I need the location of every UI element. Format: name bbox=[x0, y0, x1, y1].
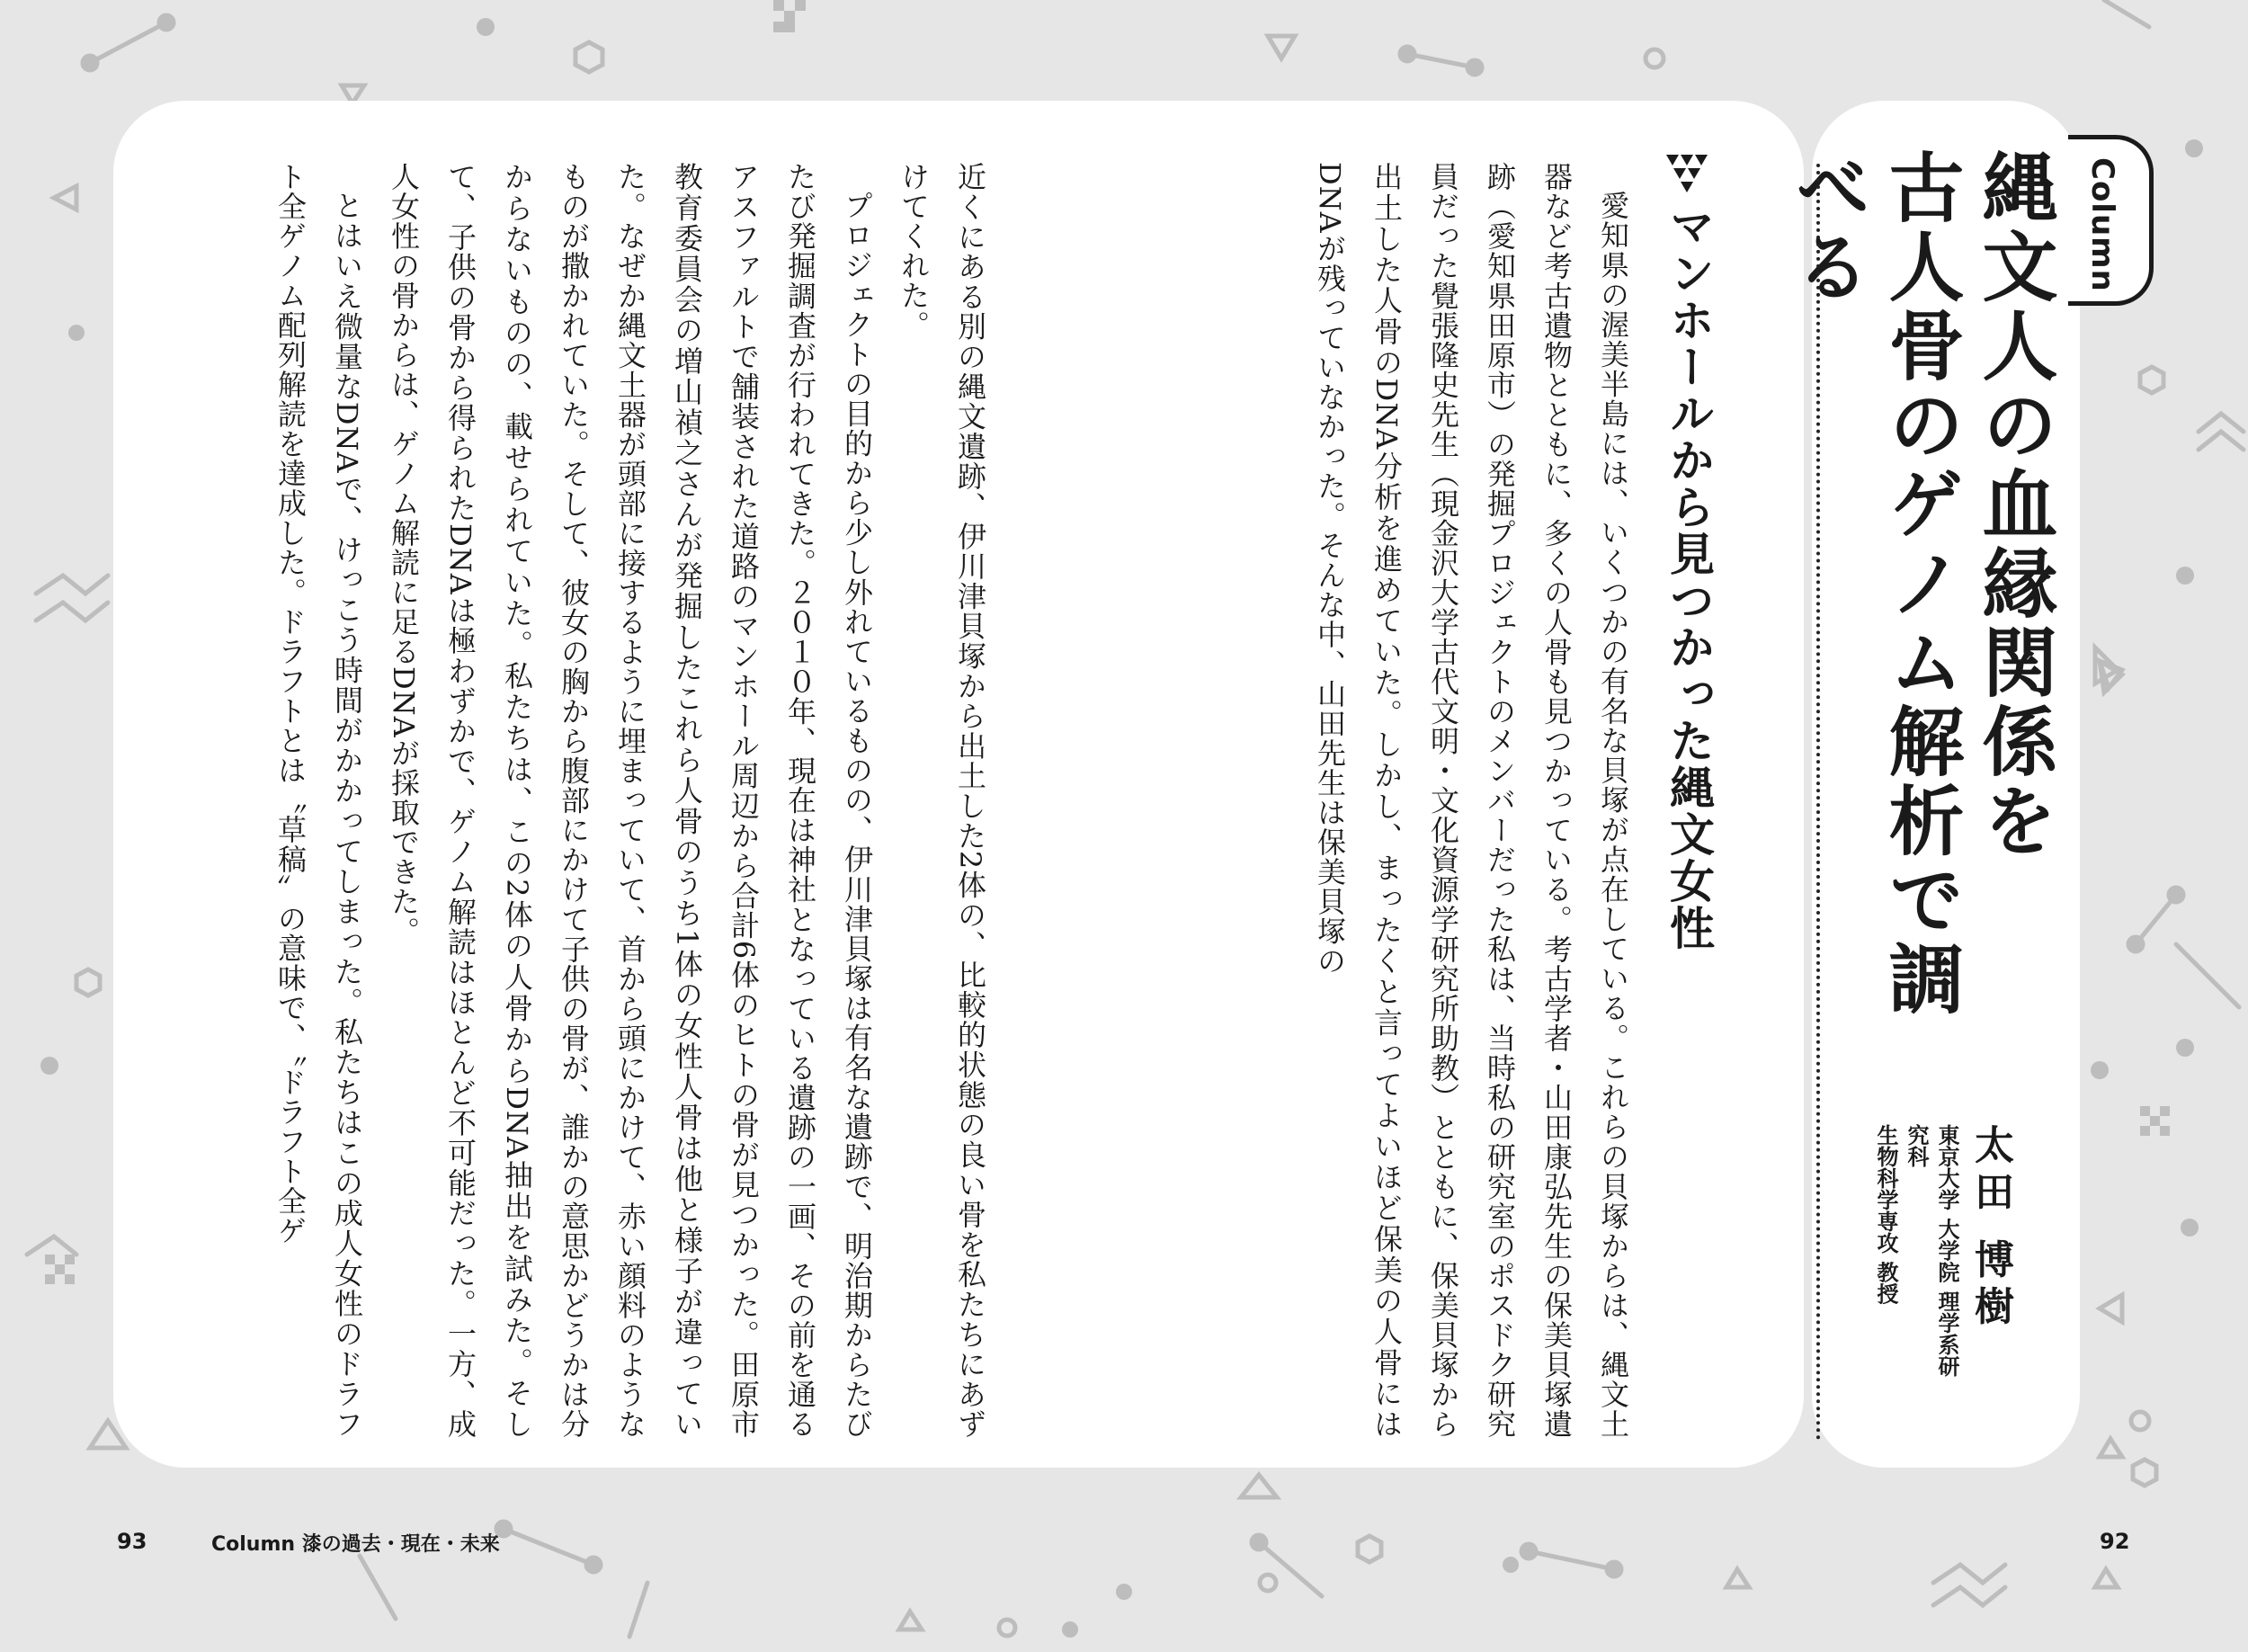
page-number-right: 92 bbox=[2100, 1529, 2130, 1554]
body-paragraph: 近くにある別の縄文遺跡、伊川津貝塚から出土した2体の、比較的状態の良い骨を私たちにあずけてくれた。 bbox=[897, 162, 987, 1440]
subheading: マンホールから見つかった縄文女性 bbox=[1663, 203, 1715, 951]
dotted-divider bbox=[1816, 164, 1820, 1441]
column-tab bbox=[2068, 135, 2154, 306]
author-affiliation bbox=[1870, 1124, 1962, 1394]
author-name: 太田 博樹 bbox=[1967, 1124, 2013, 1333]
subheading-block bbox=[1657, 153, 1729, 962]
affiliation-line-1: 東京大学 大学院 理学系研究科 bbox=[1904, 1124, 1959, 1377]
column-label: Column bbox=[2084, 157, 2120, 292]
article-title bbox=[1783, 148, 2061, 1048]
body-column-2 bbox=[180, 162, 998, 1439]
body-paragraph: とはいえ微量なDNAで、けっこう時間がかかってしまった。私たちはこの成人女性のドラフト全ゲノム配列解読を達成した。ドラフトとは〝草稿〟の意味で、〝ドラフト全ゲ bbox=[273, 162, 364, 1439]
affiliation-line-2: 生物科学専攻 教授 bbox=[1873, 1124, 1898, 1305]
triangle-bullet-icon bbox=[1664, 153, 1709, 194]
title-line-1: 縄文人の血縁関係を bbox=[1970, 148, 2058, 861]
body-paragraph: 愛知県の渥美半島には、いくつかの有名な貝塚が点在している。これらの貝塚からは、縄文土器など考古遺物とともに、多くの人骨も見つかっている。考古学者・山田康弘先生の保美貝塚遺跡（愛知県田原市）の発掘プロジェクトのメンバーだった私は、当時私の研究室のポスドク研究員だった覺張隆史先生（現金沢大学古代文明・文化資源学研究所助教）とともに、保美貝塚から出土した人骨のDNA分析を進めていた。しかし、まったくと言ってよいほど保美の人骨にはDNAが残っていなかった。そんな中、山田先生は保美貝塚の bbox=[1313, 162, 1630, 1440]
page-number-left: 93 bbox=[117, 1529, 147, 1554]
title-line-2: 古人骨のゲノム解析で調べる bbox=[1783, 148, 1965, 1019]
body-column-1 bbox=[1254, 162, 1641, 1439]
author-block bbox=[1873, 1124, 2013, 1394]
body-paragraph: プロジェクトの目的から少し外れているものの、伊川津貝塚は有名な遺跡で、明治期からたびたび発掘調査が行われてきた。２０１０年、現在は神社となっている遺跡の一画、その前を通るアスファルトで舗装された道路のマンホール周辺から合計6体のヒトの骨が見つかった。田原市教育委員会の増山禎之さんが発掘したこれら人骨のうち1体の女性人骨は他と様子が違っていた。なぜか縄文土器が頭部に接するように埋まっていて、首から頭にかけて、赤い顔料のようなものが撒かれていた。そして、彼女の胸から腹部にかけて子供の骨が、誰かの意思かどうかは分からないものの、載せられていた。私たちは、この2体の人骨からDNA抽出を試みた。そして、子供の骨から得られたDNAは極わずかで、ゲノム解読はほとんど不可能だった。一方、成人女性の骨からは、ゲノム解読に足るDNAが採取できた。 bbox=[387, 162, 874, 1440]
running-head: Column 漆の過去・現在・未来 bbox=[211, 1533, 500, 1556]
